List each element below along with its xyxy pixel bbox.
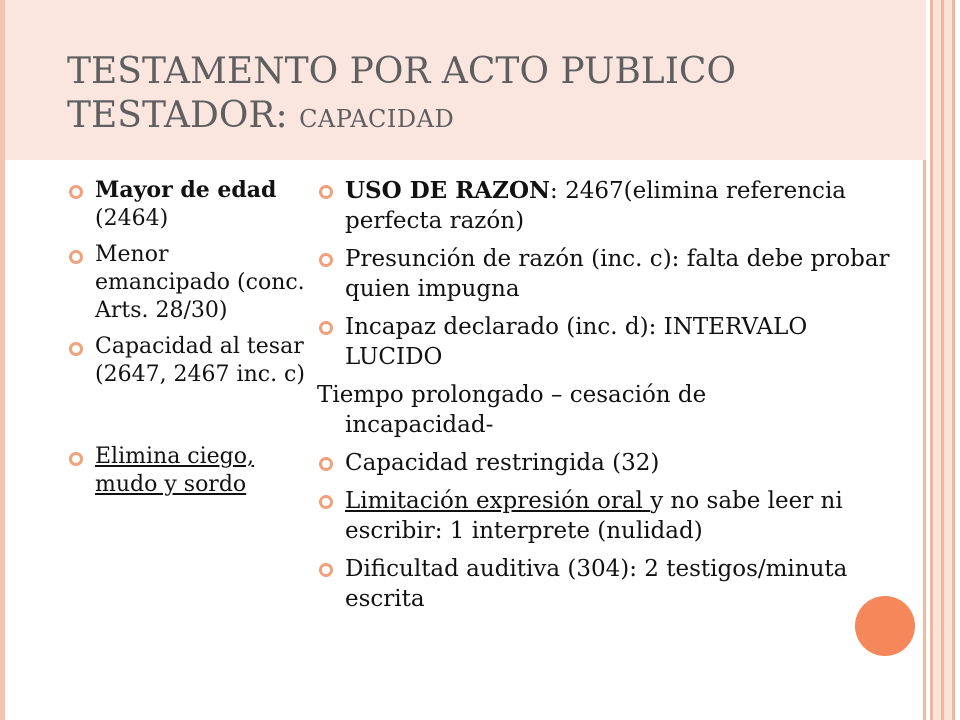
item-text: Menor emancipado (conc. Arts. 28/30) (95, 242, 305, 323)
plain-line-2: incapacidad- (345, 412, 494, 438)
left-column (67, 176, 307, 507)
list-item (67, 333, 307, 389)
title-line-2-small: CAPACIDAD (299, 105, 455, 133)
list-item (317, 554, 907, 614)
list-item (67, 443, 307, 499)
item-text: y no sabe leer ni escribir: 1 interprete (nulidad) (345, 488, 843, 544)
item-text: Capacidad restringida (32) (345, 450, 660, 476)
list-item (317, 176, 907, 236)
item-text: Capacidad al tesar (2647, 2467 inc. c) (95, 334, 305, 387)
underlined-text: Limitación expresión oral (345, 488, 651, 514)
left-bullet-list (67, 176, 307, 499)
list-item (317, 486, 907, 546)
plain-line-1: Tiempo prolongado – cesación de (317, 382, 707, 408)
item-text: : 2467(elimina referencia perfecta razón) (345, 178, 847, 234)
item-text: (2464) (95, 206, 169, 231)
decorative-circle (855, 596, 915, 656)
item-text: Presunción de razón (inc. c): falta debe probar quien impugna (345, 246, 890, 302)
underlined-text: Elimina ciego, mudo y sordo (95, 444, 255, 497)
list-item (317, 244, 907, 304)
bold-text: USO DE RAZON (345, 177, 551, 204)
item-text: Dificultad auditiva (304): 2 testigos/minuta escrita (345, 556, 848, 612)
right-column (317, 176, 907, 622)
list-item (317, 312, 907, 372)
list-item (67, 176, 307, 233)
bold-text: Mayor de edad (95, 177, 277, 203)
list-item (67, 241, 307, 325)
title-line-2-main: TESTADOR: (67, 95, 300, 136)
title-line-1: TESTAMENTO POR ACTO PUBLICO (67, 51, 736, 92)
list-item (317, 448, 907, 478)
plain-paragraph (317, 380, 907, 440)
title-band (5, 0, 931, 160)
right-bullet-list (317, 176, 907, 614)
decorative-stripes (926, 0, 960, 720)
slide-title (67, 50, 887, 141)
item-text: Incapaz declarado (inc. d): INTERVALO LUCIDO (345, 314, 808, 370)
spacer (67, 397, 307, 435)
